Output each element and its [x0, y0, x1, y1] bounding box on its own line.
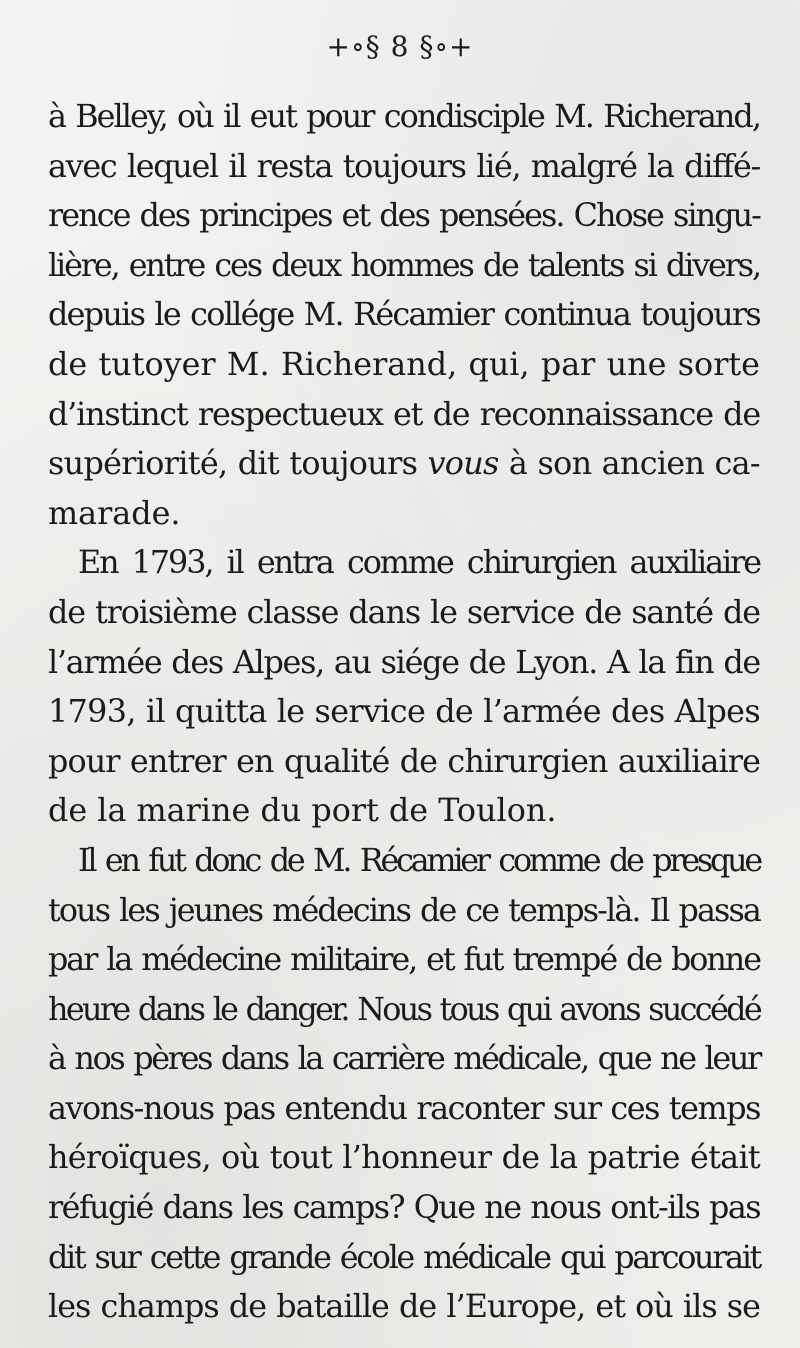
text-line: l’armée des Alpes, au siége de Lyon. A la fin de — [48, 643, 760, 681]
text-line: de tutoyer M. Richerand, qui, par une sorte — [48, 345, 760, 383]
text-line: dit sur cette grande école médicale qui parcourait — [48, 1238, 760, 1276]
text-line: héroïques, où tout l’honneur de la patrie était — [48, 1139, 760, 1177]
text-segment: supériorité, dit toujours — [48, 445, 428, 483]
text-line: heure dans le danger. Nous tous qui avons succédé — [48, 990, 760, 1028]
text-line: depuis le collége M. Récamier continua toujours — [48, 296, 760, 334]
text-line: d’instinct respectueux et de reconnaissance de — [48, 395, 760, 433]
text-line: avec lequel il resta toujours lié, malgré la diffé- — [48, 147, 760, 185]
text-line: pour entrer en qualité de chirurgien auxiliaire — [48, 742, 760, 780]
text-segment: à son ancien ca- — [498, 445, 760, 483]
ornament-left: +∘§ — [326, 30, 381, 63]
text-line: lière, entre ces deux hommes de talents si divers, — [48, 246, 760, 284]
ornament-right: §∘+ — [419, 30, 474, 63]
text-line: de troisième classe dans le service de santé de — [48, 593, 760, 631]
text-line: marade. — [48, 494, 181, 532]
paragraph-3 — [48, 836, 760, 1332]
italic-word: vous — [427, 445, 499, 483]
text-line-with-italic — [48, 439, 760, 489]
text-line: En 1793, il entra comme chirurgien auxiliaire — [78, 544, 760, 582]
paragraph-2 — [48, 538, 760, 836]
text-line: de la marine du port de Toulon. — [48, 792, 557, 830]
text-line: avons-nous pas entendu raconter sur ces temps — [48, 1089, 760, 1127]
text-line: tous les jeunes médecins de ce temps-là. Il passa — [48, 891, 760, 929]
text-line: réfugié dans les camps? Que ne nous ont-ils pas — [48, 1189, 760, 1227]
page-number: 8 — [390, 30, 410, 63]
text-line: à Belley, où il eut pour condisciple M. Richerand, — [48, 98, 760, 135]
text-line: par la médecine militaire, et fut trempé de bonne — [48, 941, 760, 979]
paragraph-1 — [48, 92, 760, 538]
text-line: rence des principes et des pensées. Chose singu- — [48, 197, 760, 235]
text-line: à nos pères dans la carrière médicale, que ne leur — [48, 1040, 760, 1078]
text-line: 1793, il quitta le service de l’armée des Alpes — [48, 693, 760, 731]
text-line: les champs de bataille de l’Europe, et où ils se — [48, 1288, 760, 1326]
body-text — [48, 92, 760, 1332]
text-line: Il en fut donc de M. Récamier comme de presque — [78, 841, 760, 879]
page-header — [0, 30, 800, 63]
